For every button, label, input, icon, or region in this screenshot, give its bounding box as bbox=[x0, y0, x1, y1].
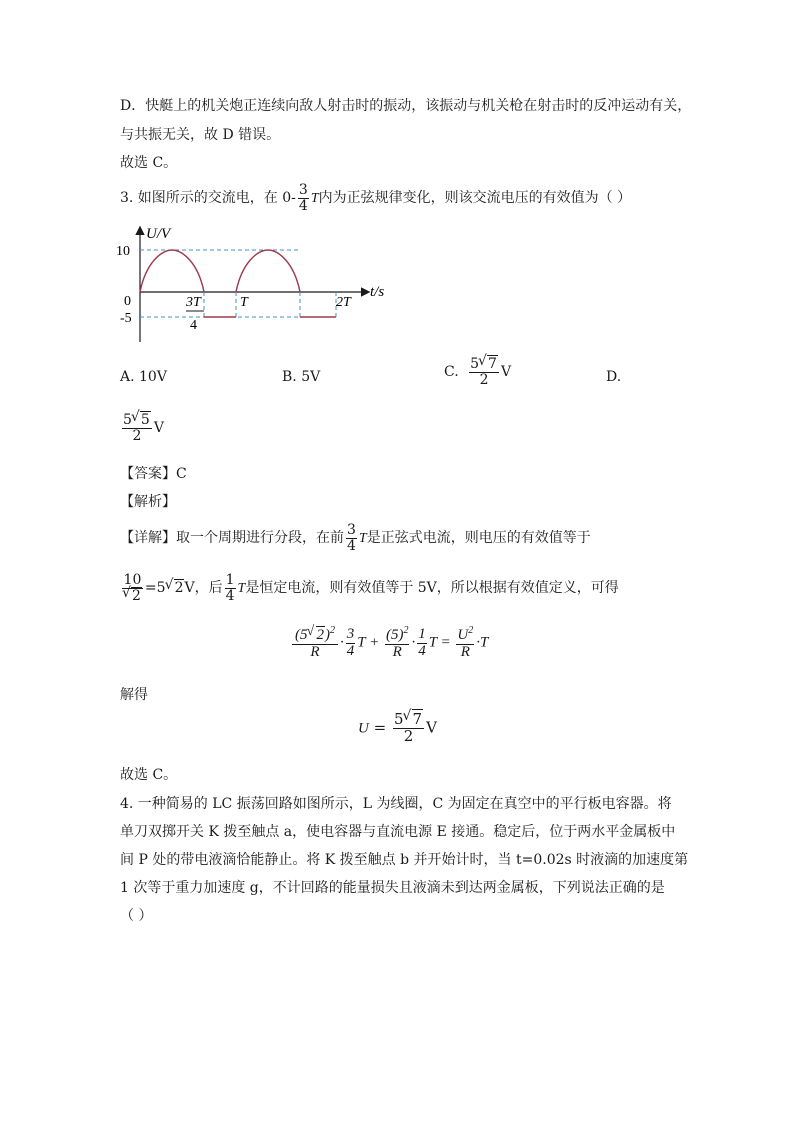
x-tick-T: T bbox=[240, 295, 248, 310]
q3-option-c[interactable]: C. 5 √ 7 2 V bbox=[444, 353, 512, 388]
q3-analysis-tag: 【解析】 bbox=[120, 494, 176, 510]
q3-stem-fraction: $\frac{3}{4}$ bbox=[298, 181, 308, 214]
x-tick-2T: 2T bbox=[336, 295, 351, 310]
y-tick-neg5: -5 bbox=[120, 311, 132, 326]
q4-line4: 1 次等于重力加速度 g，不计回路的能量损失且液滴未到达两金属板，下列说法正确的是 bbox=[120, 880, 665, 896]
q3-option-b[interactable]: B. 5V bbox=[282, 369, 321, 385]
q4-line5: （ ） bbox=[120, 908, 153, 924]
q3-answer: 【答案】C bbox=[120, 466, 187, 482]
waveform bbox=[140, 250, 336, 317]
q3-solve-label: 解得 bbox=[120, 687, 148, 703]
x-tick-3T-num: 3T bbox=[186, 295, 201, 310]
q3-rms-formula: (5 √ 2)$^2$ R · $\frac{3}{4}$ T + $\frac{(5)^2}{R}$ · $\frac{1}{4}$ T = $\frac{U^2}{R}$ ·T bbox=[290, 626, 488, 661]
x-axis-label: t/s bbox=[370, 284, 385, 300]
y-tick-10: 10 bbox=[116, 244, 130, 259]
q4-line3: 间 P 处的带电液滴恰能静止。将 K 拨至触点 b 并开始计时，当 t=0.02s 时液滴的加速度第 bbox=[120, 852, 689, 868]
q3-option-d-label[interactable]: D. bbox=[606, 369, 622, 385]
q4-line1: 4. 一种简易的 LC 振荡回路如图所示，L 为线圈，C 为固定在真空中的平行板电容器。将 bbox=[120, 796, 672, 812]
y-tick-0: 0 bbox=[124, 294, 131, 309]
q3-detail-line2: 10 √ 2 =5 √ 2V，后 $\frac{1}{4}$ T是恒定电流，则有效值等于 5V，所以根据有效值定义，可得 bbox=[122, 571, 619, 604]
q3-stem-pre: 3. 如图所示的交流电，在 0- bbox=[120, 190, 296, 206]
q2-option-d-line1: D．快艇上的机关炮正连续向敌人射击时的振动，该振动与机关枪在射击时的反冲运动有关， bbox=[120, 98, 692, 114]
q3-stem bbox=[120, 180, 631, 217]
q3-option-d-value[interactable]: 5 √ 5 2 V bbox=[123, 409, 164, 444]
q2-option-d-line2: 与共振无关，故 D 错误。 bbox=[120, 127, 281, 143]
q2-answer-line: 故选 C。 bbox=[120, 155, 178, 171]
q3-option-a[interactable]: A. 10V bbox=[120, 369, 167, 385]
q3-final-answer: 故选 C。 bbox=[120, 767, 178, 783]
y-axis-label: U/V bbox=[146, 226, 171, 242]
q3-stem-post: 内为正弦规律变化，则该交流电压的有效值为（ ） bbox=[318, 190, 632, 206]
q3-result-formula: U = 5 √ 7 2 V bbox=[358, 708, 437, 745]
q3-detail-line1: 【详解】取一个周期进行分段，在前 $\frac{3}{4}$ T是正弦式电流，则电压的有效值等于 bbox=[120, 521, 591, 554]
q3-stem-T: T bbox=[310, 191, 319, 206]
x-tick-3T-den: 4 bbox=[190, 318, 197, 333]
q3-voltage-graph bbox=[110, 222, 400, 344]
q4-line2: 单刀双掷开关 K 拨至触点 a，使电容器与直流电源 E 接通。稳定后，位于两水平金属板中 bbox=[120, 824, 676, 840]
